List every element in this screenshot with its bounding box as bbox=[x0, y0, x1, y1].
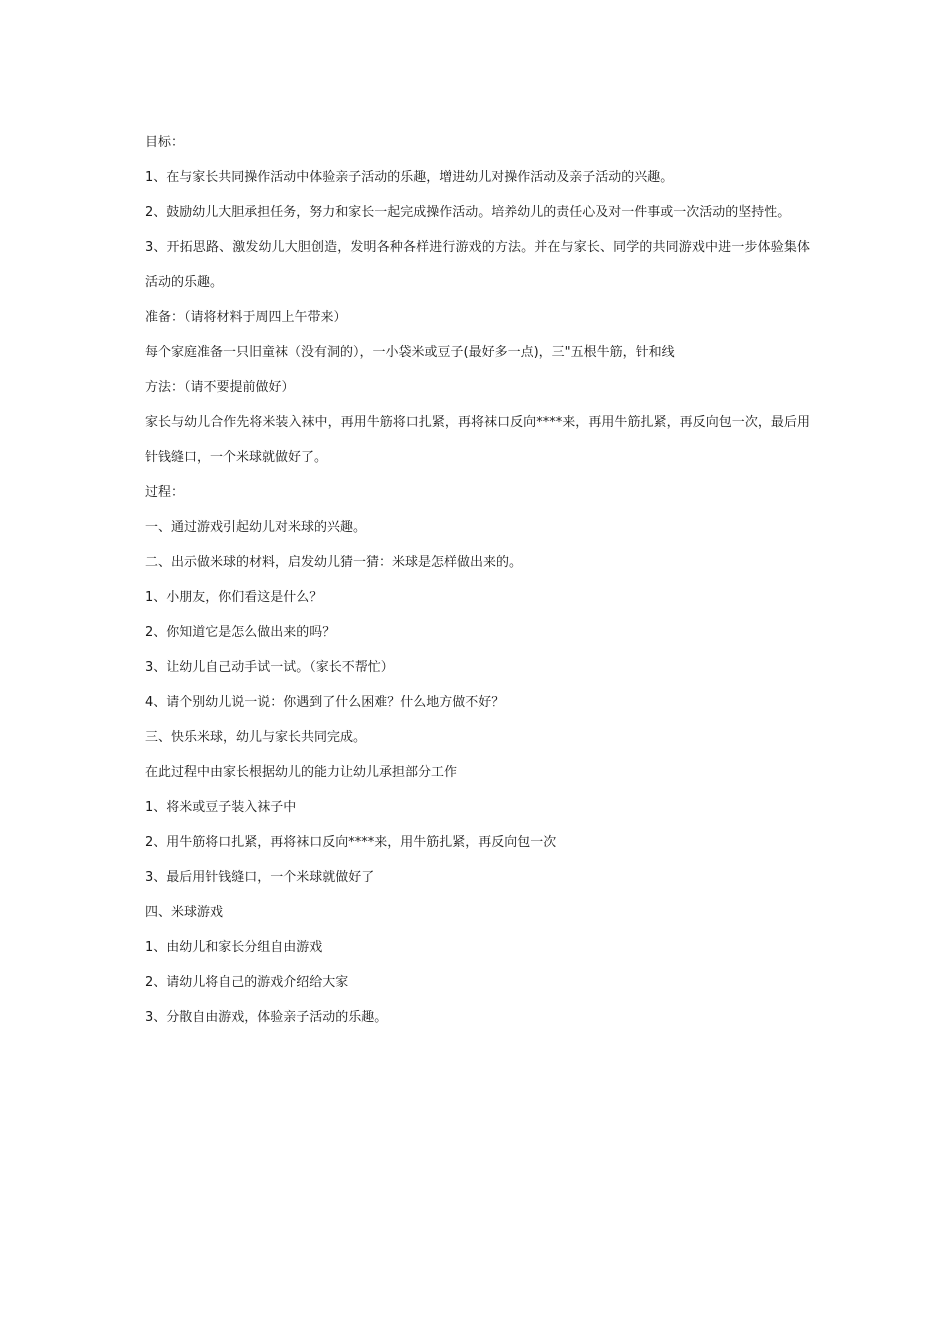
process-step-4: 四、米球游戏 bbox=[145, 905, 224, 920]
step2-item-3: 3、让幼儿自己动手试一试。（家长不帮忙） bbox=[145, 660, 394, 675]
step2-item-1: 1、小朋友，你们看这是什么？ bbox=[145, 590, 323, 605]
process-heading: 过程： bbox=[145, 485, 185, 500]
process-step-1: 一、通过游戏引起幼儿对米球的兴趣。 bbox=[145, 520, 367, 535]
preparation-text: 每个家庭准备一只旧童袜（没有洞的），一小袋米或豆子(最好多一点)，三"五根牛筋，针和线 bbox=[145, 345, 675, 360]
process-step-2: 二、出示做米球的材料，启发幼儿猜一猜：米球是怎样做出来的。 bbox=[145, 555, 523, 570]
step2-item-4: 4、请个别幼儿说一说：你遇到了什么困难？什么地方做不好？ bbox=[145, 695, 505, 710]
step4-item-2: 2、请幼儿将自己的游戏介绍给大家 bbox=[145, 975, 349, 990]
step3-item-3: 3、最后用针钱缝口，一个米球就做好了 bbox=[145, 870, 375, 885]
goal-item-1: 1、在与家长共同操作活动中体验亲子活动的乐趣，增进幼儿对操作活动及亲子活动的兴趣。 bbox=[145, 170, 674, 185]
goals-heading: 目标： bbox=[145, 135, 185, 150]
goal-item-2: 2、鼓励幼儿大胆承担任务，努力和家长一起完成操作活动。培养幼儿的责任心及对一件事或一次活动的坚持性。 bbox=[145, 205, 791, 220]
preparation-heading: 准备：（请将材料于周四上午带来） bbox=[145, 310, 347, 325]
step3-item-2: 2、用牛筋将口扎紧，再将袜口反向****来，用牛筋扎紧，再反向包一次 bbox=[145, 835, 557, 850]
step4-item-1: 1、由幼儿和家长分组自由游戏 bbox=[145, 940, 323, 955]
document-body bbox=[145, 125, 810, 1035]
process-step-3: 三、快乐米球，幼儿与家长共同完成。 bbox=[145, 730, 367, 745]
step3-note: 在此过程中由家长根据幼儿的能力让幼儿承担部分工作 bbox=[145, 765, 458, 780]
step2-item-2: 2、你知道它是怎么做出来的吗？ bbox=[145, 625, 336, 640]
goal-item-3: 3、开拓思路、激发幼儿大胆创造，发明各种各样进行游戏的方法。并在与家长、同学的共同游戏中进一步体验集体活动的乐趣。 bbox=[145, 240, 810, 290]
step3-item-1: 1、将米或豆子装入袜子中 bbox=[145, 800, 297, 815]
method-text: 家长与幼儿合作先将米装入袜中，再用牛筋将口扎紧，再将袜口反向****来，再用牛筋扎紧，再反向包一次，最后用针钱缝口，一个米球就做好了。 bbox=[145, 415, 810, 465]
method-heading: 方法：（请不要提前做好） bbox=[145, 380, 295, 395]
step4-item-3: 3、分散自由游戏，体验亲子活动的乐趣。 bbox=[145, 1010, 388, 1025]
